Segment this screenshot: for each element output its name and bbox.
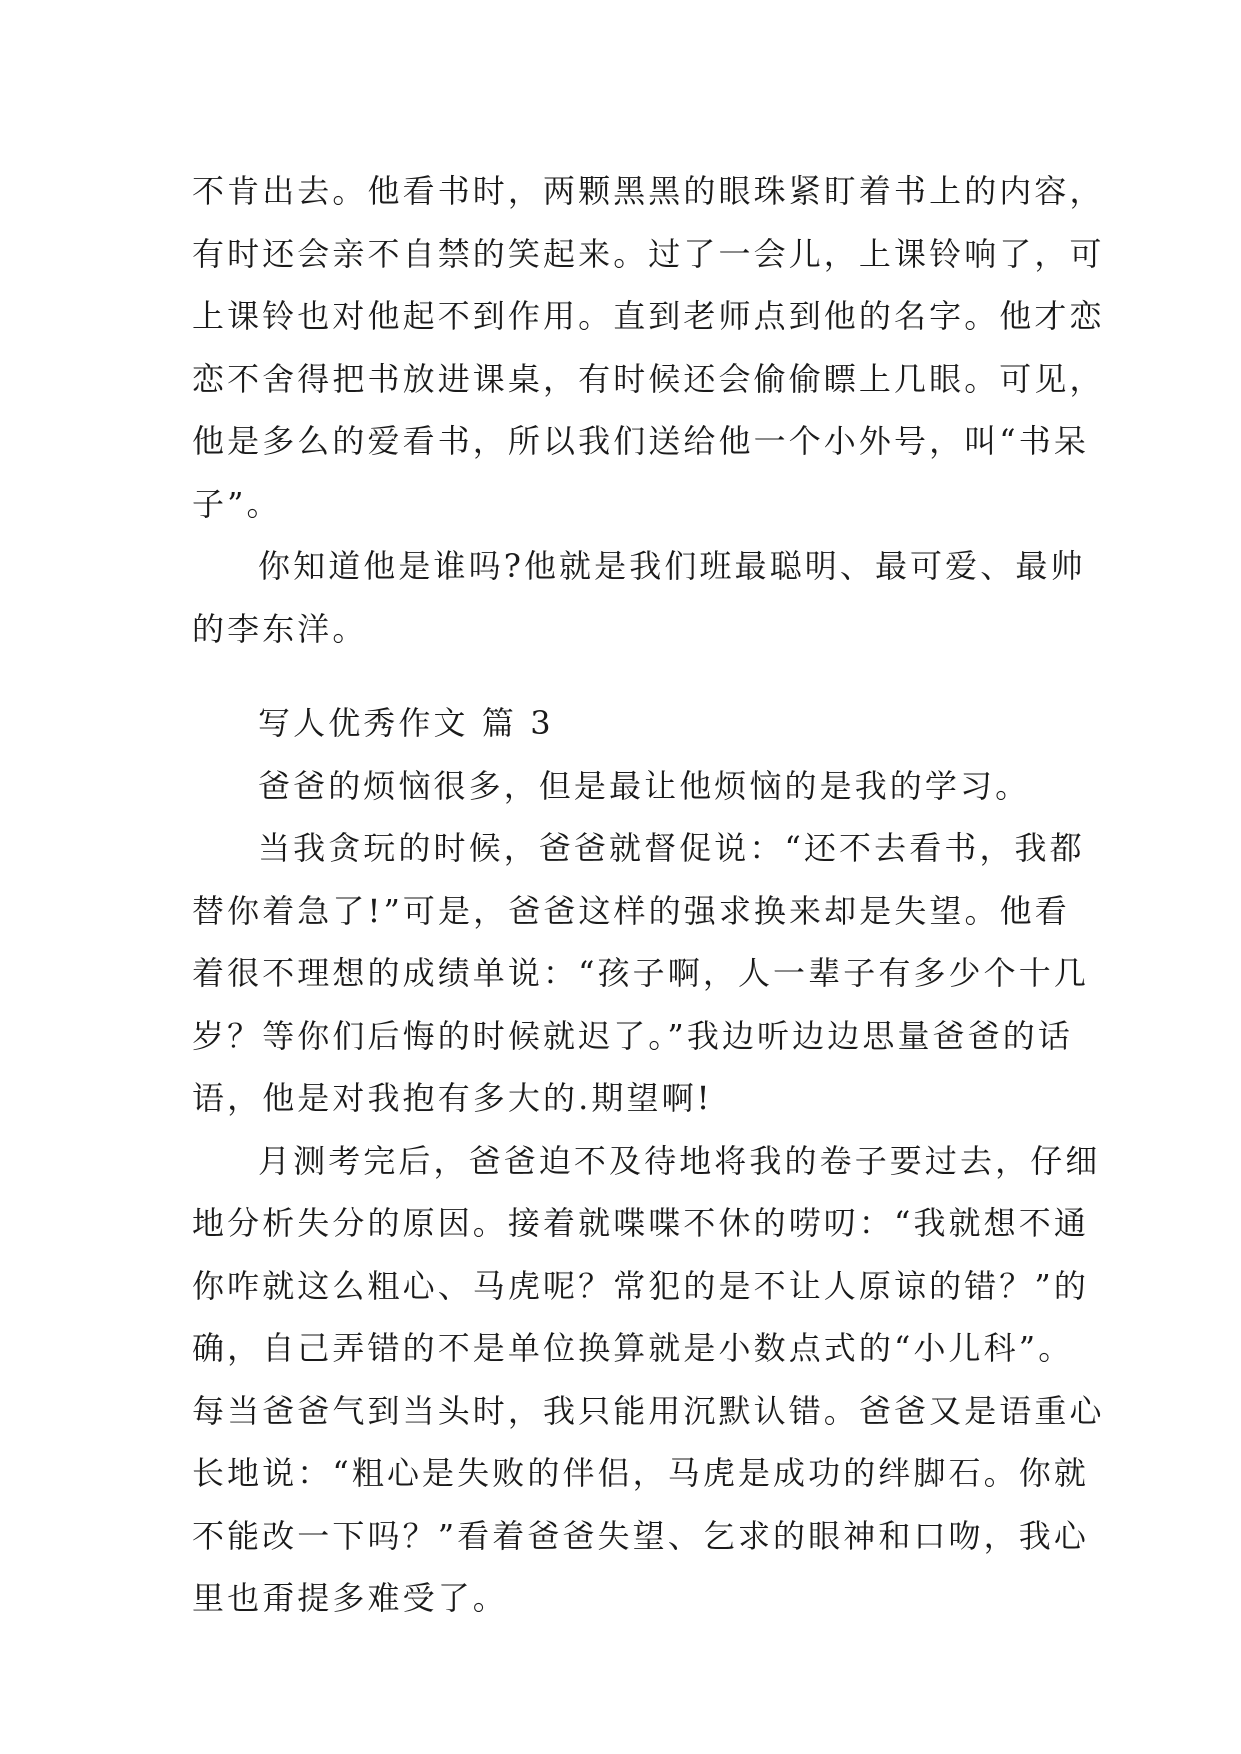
text-line: 不能改一下吗？”看着爸爸失望、乞求的眼神和口吻，我心 [192, 1516, 1089, 1555]
paragraph-start-line: 月测考完后，爸爸迫不及待地将我的卷子要过去，仔细 [258, 1141, 1101, 1180]
text-line: 上课铃也对他起不到作用。直到老师点到他的名字。他才恋 [192, 297, 1105, 335]
paragraph-start-line: 当我贪玩的时候，爸爸就督促说：“还不去看书，我都 [258, 829, 1085, 867]
text-line: 着很不理想的成绩单说：“孩子啊，人一辈子有多少个十几 [192, 954, 1089, 992]
essay-part-3 [192, 692, 1105, 1630]
section-title: 写人优秀作文 篇 3 [258, 704, 554, 742]
text-line: 的李东洋。 [192, 609, 368, 648]
text-line: 不肯出去。他看书时，两颗黑黑的眼珠紧盯着书上的内容， [192, 172, 1105, 210]
text-line: 替你着急了!”可是，爸爸这样的强求换来却是失望。他看 [192, 891, 1070, 930]
text-line: 确，自己弄错的不是单位换算就是小数点式的“小儿科”。 [192, 1329, 1074, 1367]
text-line: 里也甭提多难受了。 [192, 1579, 508, 1617]
paragraph-start-line: 你知道他是谁吗?他就是我们班最聪明、最可爱、最帅 [258, 547, 1086, 585]
text-line: 恋不舍得把书放进课桌，有时候还会偷偷瞟上几眼。可见， [192, 359, 1105, 398]
text-line: 长地说：“粗心是失败的伴侣，马虎是成功的绊脚石。你就 [192, 1454, 1089, 1492]
text-line: 岁？等你们后悔的时候就迟了。”我边听边边思量爸爸的话 [192, 1016, 1073, 1055]
text-line: 他是多么的爱看书，所以我们送给他一个小外号，叫“书呆 [192, 422, 1089, 460]
text-line: 每当爸爸气到当头时，我只能用沉默认错。爸爸又是语重心 [192, 1391, 1105, 1430]
text-line: 子”。 [192, 484, 282, 523]
text-line: 有时还会亲不自禁的笑起来。过了一会儿，上课铃响了，可 [192, 234, 1105, 273]
text-line: 你咋就这么粗心、马虎呢？常犯的是不让人原谅的错？”的 [192, 1266, 1089, 1305]
text-line: 地分析失分的原因。接着就喋喋不休的唠叨：“我就想不通 [192, 1204, 1089, 1242]
essay-part-2-tail [192, 160, 1105, 660]
text-line: 语，他是对我抱有多大的.期望啊! [192, 1079, 713, 1117]
paragraph-start-line: 爸爸的烦恼很多，但是最让他烦恼的是我的学习。 [258, 766, 1031, 805]
